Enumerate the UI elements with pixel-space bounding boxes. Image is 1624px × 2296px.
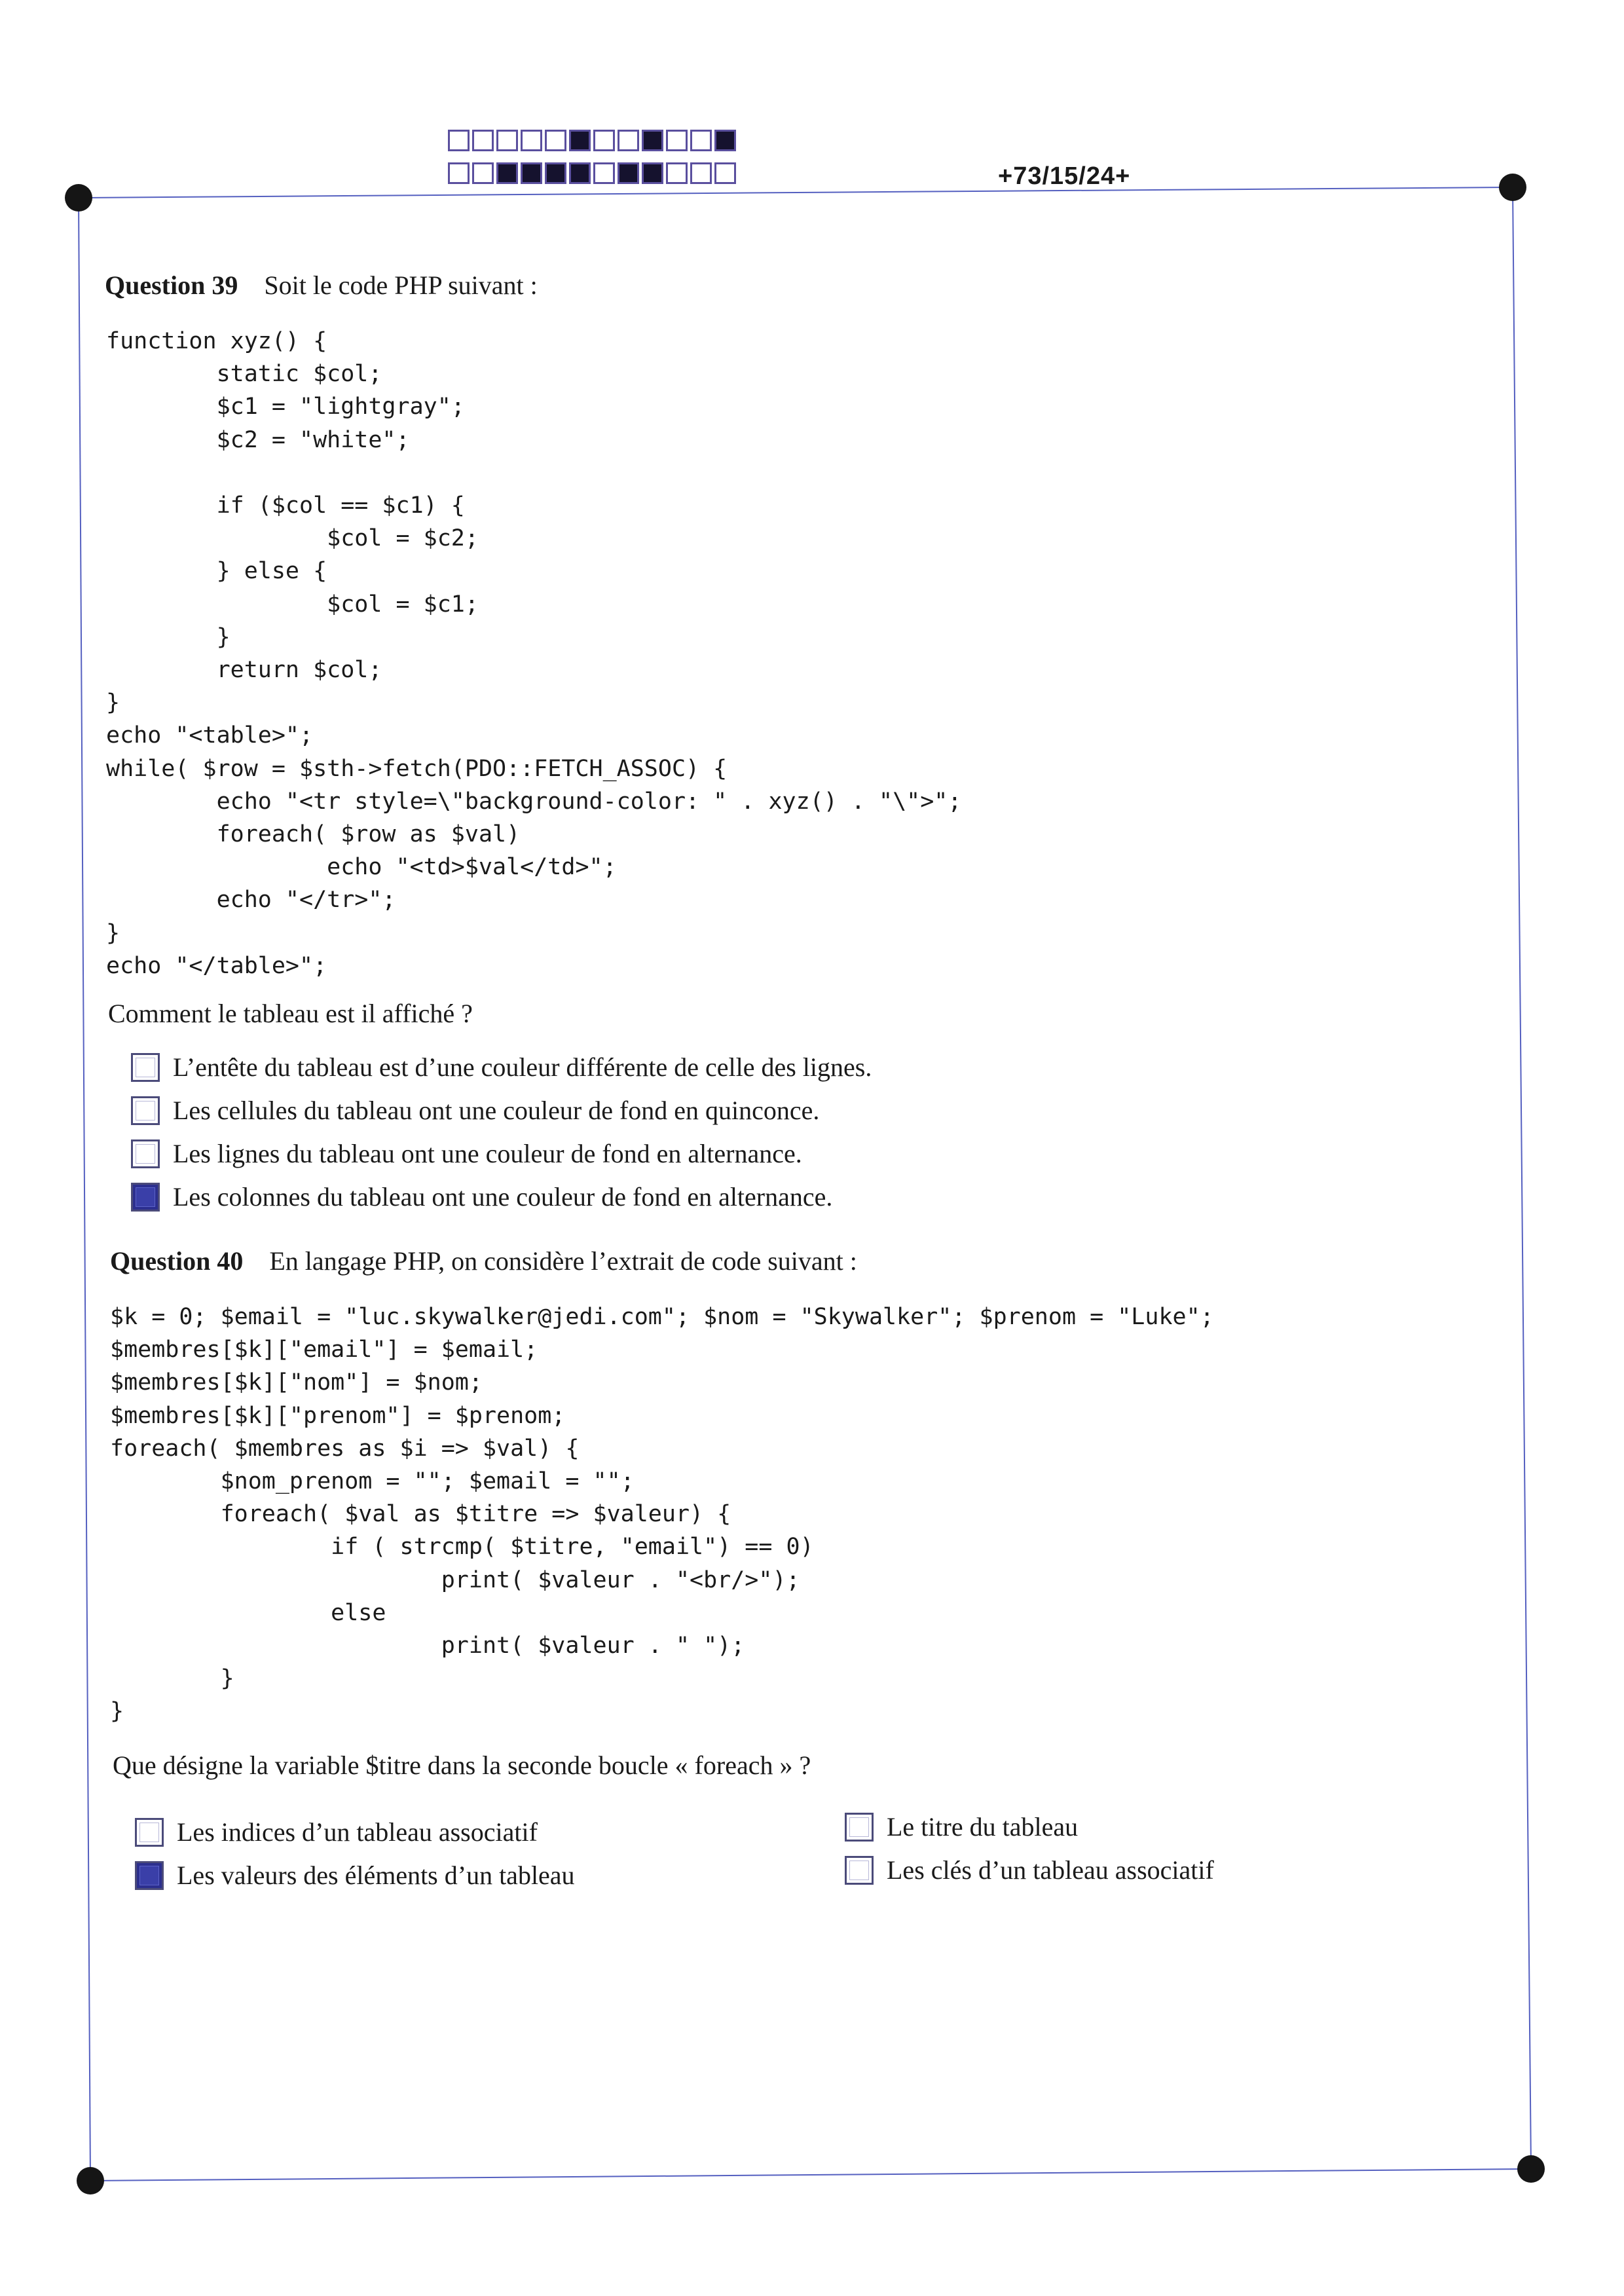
barcode-cell	[642, 162, 663, 184]
barcode-cell	[593, 130, 615, 151]
q40-answer-3-checkbox[interactable]	[845, 1813, 874, 1842]
question-40-statement: En langage PHP, on considère l’extrait de code suivant :	[269, 1246, 857, 1276]
barcode-cell	[690, 130, 712, 151]
barcode-cell	[521, 162, 542, 184]
q40-answer-3[interactable]	[845, 1811, 1078, 1842]
question-39-code: function xyz() { static $col; $c1 = "lightgray"; $c2 = "white"; if ($col == $c1) { $col = $c2; } else { $col = $c1; } return $col; } echo "<table>"; while( $row = $sth->fetch(PDO::FETCH_ASSOC) { echo "<tr style=\"background-color: " . xyz() . "\">"; foreach( $row as $val) echo "<td>$val</td>"; echo "</tr>"; } echo "</table>";	[106, 328, 962, 979]
barcode-cell	[569, 162, 591, 184]
q39-answer-2[interactable]	[131, 1095, 819, 1126]
barcode-cell	[593, 162, 615, 184]
question-39-statement: Soit le code PHP suivant :	[264, 270, 538, 300]
q39-answer-4-label: Les colonnes du tableau ont une couleur de fond en alternance.	[173, 1182, 833, 1212]
question-40-code: $k = 0; $email = "luc.skywalker@jedi.com"; $nom = "Skywalker"; $prenom = "Luke"; $membres[$k]["email"] = $email; $membres[$k]["nom"] = $nom; $membres[$k]["prenom"] = $prenom; foreach( $membres as $i => $val) { $nom_prenom = ""; $email = ""; foreach( $val as $titre => $valeur) { if ( strcmp( $titre, "email") == 0) print( $valeur . "<br/>"); else print( $valeur . " "); } }	[110, 1304, 1214, 1725]
barcode-cell	[545, 130, 566, 151]
q39-answer-3-checkbox[interactable]	[131, 1139, 160, 1168]
corner-mark-top-left	[65, 184, 92, 212]
barcode-cell	[618, 130, 639, 151]
q40-answer-1[interactable]	[135, 1817, 538, 1847]
q40-answer-2-label: Les valeurs des éléments d’un tableau	[177, 1861, 575, 1890]
q39-answer-2-label: Les cellules du tableau ont une couleur de fond en quinconce.	[173, 1096, 820, 1125]
q39-answer-1-checkbox[interactable]	[131, 1053, 160, 1082]
barcode-cell	[569, 130, 591, 151]
barcode-cell	[666, 162, 688, 184]
question-39-number: Question 39	[105, 270, 238, 300]
question-40-prompt: Que désigne la variable $titre dans la seconde boucle « foreach » ?	[113, 1750, 811, 1780]
q39-answer-1[interactable]	[131, 1052, 872, 1083]
q39-answer-4[interactable]	[131, 1181, 832, 1212]
barcode-cell	[472, 162, 494, 184]
corner-mark-bottom-left	[77, 2167, 104, 2194]
corner-mark-bottom-right	[1517, 2155, 1545, 2183]
barcode-cell	[496, 162, 518, 184]
q39-answer-4-checkbox[interactable]	[131, 1183, 160, 1212]
question-39-title	[105, 270, 538, 301]
question-39-prompt: Comment le tableau est il affiché ?	[108, 999, 473, 1028]
q39-answer-1-label: L’entête du tableau est d’une couleur différente de celle des lignes.	[173, 1052, 872, 1082]
q40-answer-3-label: Le titre du tableau	[887, 1812, 1079, 1842]
barcode-cell	[690, 162, 712, 184]
barcode-row-2	[448, 162, 739, 184]
sheet-code: +73/15/24+	[998, 162, 1131, 190]
q39-answer-2-checkbox[interactable]	[131, 1096, 160, 1125]
q40-answer-4-checkbox[interactable]	[845, 1856, 874, 1885]
q39-answer-3-label: Les lignes du tableau ont une couleur de fond en alternance.	[173, 1139, 802, 1168]
barcode-cell	[545, 162, 566, 184]
barcode-cell	[714, 130, 736, 151]
barcode-cell	[642, 130, 663, 151]
barcode-cell	[472, 130, 494, 151]
barcode-cell	[448, 162, 470, 184]
question-40-number: Question 40	[110, 1246, 244, 1276]
q39-answer-3[interactable]	[131, 1138, 802, 1169]
q40-answer-4[interactable]	[845, 1855, 1214, 1885]
barcode-row-1	[448, 130, 739, 151]
barcode-cell	[714, 162, 736, 184]
barcode-cell	[666, 130, 688, 151]
q40-answer-1-label: Les indices d’un tableau associatif	[177, 1817, 538, 1847]
q40-answer-4-label: Les clés d’un tableau associatif	[887, 1855, 1214, 1885]
barcode-cell	[521, 130, 542, 151]
corner-mark-top-right	[1499, 174, 1526, 201]
barcode-cell	[618, 162, 639, 184]
barcode-cell	[496, 130, 518, 151]
q40-answer-2-checkbox[interactable]	[135, 1861, 164, 1890]
question-40-title	[110, 1246, 857, 1276]
barcode-cell	[448, 130, 470, 151]
q40-answer-1-checkbox[interactable]	[135, 1818, 164, 1847]
q40-answer-2[interactable]	[135, 1860, 575, 1891]
